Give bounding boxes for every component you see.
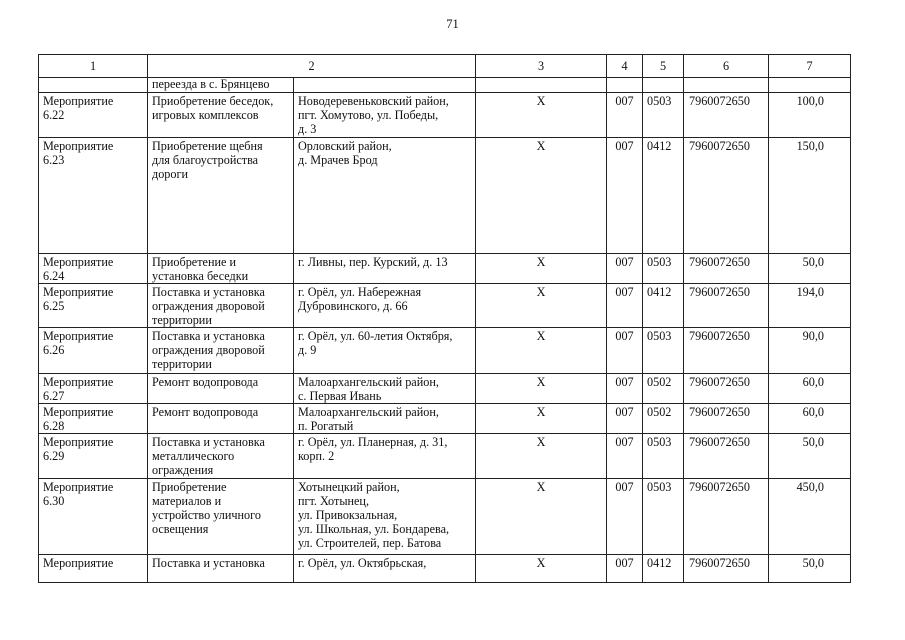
cell-c5: 0502 bbox=[643, 404, 684, 434]
header-col-2: 2 bbox=[148, 55, 476, 78]
cell-c1: Мероприятие 6.26 bbox=[39, 328, 148, 374]
cell-c1: Мероприятие bbox=[39, 555, 148, 583]
cell-c6: 7960072650 bbox=[684, 404, 769, 434]
cell-c4: 007 bbox=[607, 434, 643, 479]
cell-c6: 7960072650 bbox=[684, 479, 769, 555]
cell-c7: 90,0 bbox=[769, 328, 851, 374]
cell-c5: 0503 bbox=[643, 93, 684, 138]
cell-c4: 007 bbox=[607, 93, 643, 138]
cell-c4: 007 bbox=[607, 404, 643, 434]
cell-c6: 7960072650 bbox=[684, 93, 769, 138]
table-row bbox=[39, 93, 851, 138]
cell-c1: Мероприятие 6.22 bbox=[39, 93, 148, 138]
cell-c3: X bbox=[476, 93, 607, 138]
cell-c4: 007 bbox=[607, 254, 643, 284]
cell-c4: 007 bbox=[607, 328, 643, 374]
cell-c2b: г. Ливны, пер. Курский, д. 13 bbox=[294, 254, 476, 284]
cell-c1: Мероприятие 6.28 bbox=[39, 404, 148, 434]
cell-c7: 50,0 bbox=[769, 254, 851, 284]
cell-c3: X bbox=[476, 479, 607, 555]
cell-c6: 7960072650 bbox=[684, 555, 769, 583]
cell-c7 bbox=[769, 78, 851, 93]
cell-c5 bbox=[643, 78, 684, 93]
cell-c7: 194,0 bbox=[769, 284, 851, 328]
cell-c7: 50,0 bbox=[769, 434, 851, 479]
cell-c1: Мероприятие 6.25 bbox=[39, 284, 148, 328]
header-col-5: 5 bbox=[643, 55, 684, 78]
cell-c2b: Новодеревеньковский район, пгт. Хомутово, ул. Победы, д. 3 bbox=[294, 93, 476, 138]
cell-c3: X bbox=[476, 374, 607, 404]
cell-c5: 0412 bbox=[643, 555, 684, 583]
cell-c5: 0503 bbox=[643, 254, 684, 284]
header-col-1: 1 bbox=[39, 55, 148, 78]
cell-c4: 007 bbox=[607, 555, 643, 583]
header-row bbox=[39, 55, 851, 78]
carry-over-row bbox=[39, 78, 851, 93]
cell-c6: 7960072650 bbox=[684, 138, 769, 254]
cell-c2: Поставка и установка металлического ограждения bbox=[148, 434, 294, 479]
cell-c7: 150,0 bbox=[769, 138, 851, 254]
header-col-6: 6 bbox=[684, 55, 769, 78]
cell-c2: Приобретение материалов и устройство уличного освещения bbox=[148, 479, 294, 555]
cell-c2b: г. Орёл, ул. Набережная Дубровинского, д. 66 bbox=[294, 284, 476, 328]
cell-c4: 007 bbox=[607, 284, 643, 328]
cell-c2: Поставка и установка bbox=[148, 555, 294, 583]
cell-c3: X bbox=[476, 254, 607, 284]
cell-c2: переезда в с. Брянцево bbox=[148, 78, 294, 93]
cell-c3: X bbox=[476, 284, 607, 328]
table-row bbox=[39, 555, 851, 583]
cell-c2b: Малоархангельский район, п. Рогатый bbox=[294, 404, 476, 434]
cell-c5: 0502 bbox=[643, 374, 684, 404]
cell-c2b: Малоархангельский район, с. Первая Ивань bbox=[294, 374, 476, 404]
page-number: 71 bbox=[446, 17, 459, 31]
cell-c3: X bbox=[476, 555, 607, 583]
cell-c4 bbox=[607, 78, 643, 93]
cell-c2: Поставка и установка ограждения дворовой территории bbox=[148, 328, 294, 374]
cell-c5: 0503 bbox=[643, 328, 684, 374]
cell-c5: 0412 bbox=[643, 284, 684, 328]
cell-c3: X bbox=[476, 328, 607, 374]
cell-c2b: г. Орёл, ул. Планерная, д. 31, корп. 2 bbox=[294, 434, 476, 479]
table-row bbox=[39, 138, 851, 254]
cell-c3: X bbox=[476, 434, 607, 479]
cell-c4: 007 bbox=[607, 138, 643, 254]
cell-c5: 0503 bbox=[643, 479, 684, 555]
cell-c6: 7960072650 bbox=[684, 284, 769, 328]
cell-c7: 450,0 bbox=[769, 479, 851, 555]
cell-c6: 7960072650 bbox=[684, 374, 769, 404]
table-row bbox=[39, 284, 851, 328]
table-row bbox=[39, 404, 851, 434]
cell-c2b: Хотынецкий район, пгт. Хотынец, ул. Привокзальная, ул. Школьная, ул. Бондарева, ул. Строителей, пер. Батова bbox=[294, 479, 476, 555]
budget-table bbox=[38, 54, 851, 583]
table-row bbox=[39, 328, 851, 374]
cell-c2b bbox=[294, 78, 476, 93]
cell-c4: 007 bbox=[607, 479, 643, 555]
table-row bbox=[39, 254, 851, 284]
cell-c1: Мероприятие 6.27 bbox=[39, 374, 148, 404]
header-col-7: 7 bbox=[769, 55, 851, 78]
cell-c1: Мероприятие 6.24 bbox=[39, 254, 148, 284]
cell-c6: 7960072650 bbox=[684, 434, 769, 479]
cell-c2: Приобретение и установка беседки bbox=[148, 254, 294, 284]
cell-c2b: г. Орёл, ул. 60-летия Октября, д. 9 bbox=[294, 328, 476, 374]
header-col-3: 3 bbox=[476, 55, 607, 78]
cell-c3 bbox=[476, 78, 607, 93]
cell-c1: Мероприятие 6.29 bbox=[39, 434, 148, 479]
cell-c7: 100,0 bbox=[769, 93, 851, 138]
cell-c7: 60,0 bbox=[769, 404, 851, 434]
table-row bbox=[39, 479, 851, 555]
cell-c3: X bbox=[476, 404, 607, 434]
cell-c7: 50,0 bbox=[769, 555, 851, 583]
cell-c4: 007 bbox=[607, 374, 643, 404]
cell-c2b: г. Орёл, ул. Октябрьская, bbox=[294, 555, 476, 583]
cell-c2b: Орловский район, д. Мрачев Брод bbox=[294, 138, 476, 254]
cell-c2: Ремонт водопровода bbox=[148, 404, 294, 434]
cell-c6 bbox=[684, 78, 769, 93]
cell-c2: Ремонт водопровода bbox=[148, 374, 294, 404]
table-row bbox=[39, 434, 851, 479]
cell-c5: 0503 bbox=[643, 434, 684, 479]
cell-c1: Мероприятие 6.30 bbox=[39, 479, 148, 555]
cell-c6: 7960072650 bbox=[684, 328, 769, 374]
table-row bbox=[39, 374, 851, 404]
cell-c5: 0412 bbox=[643, 138, 684, 254]
cell-c2: Приобретение щебня для благоустройства дороги bbox=[148, 138, 294, 254]
cell-c6: 7960072650 bbox=[684, 254, 769, 284]
cell-c2: Поставка и установка ограждения дворовой территории bbox=[148, 284, 294, 328]
cell-c3: X bbox=[476, 138, 607, 254]
cell-c2: Приобретение беседок, игровых комплексов bbox=[148, 93, 294, 138]
cell-c1: Мероприятие 6.23 bbox=[39, 138, 148, 254]
cell-c1 bbox=[39, 78, 148, 93]
cell-c7: 60,0 bbox=[769, 374, 851, 404]
header-col-4: 4 bbox=[607, 55, 643, 78]
